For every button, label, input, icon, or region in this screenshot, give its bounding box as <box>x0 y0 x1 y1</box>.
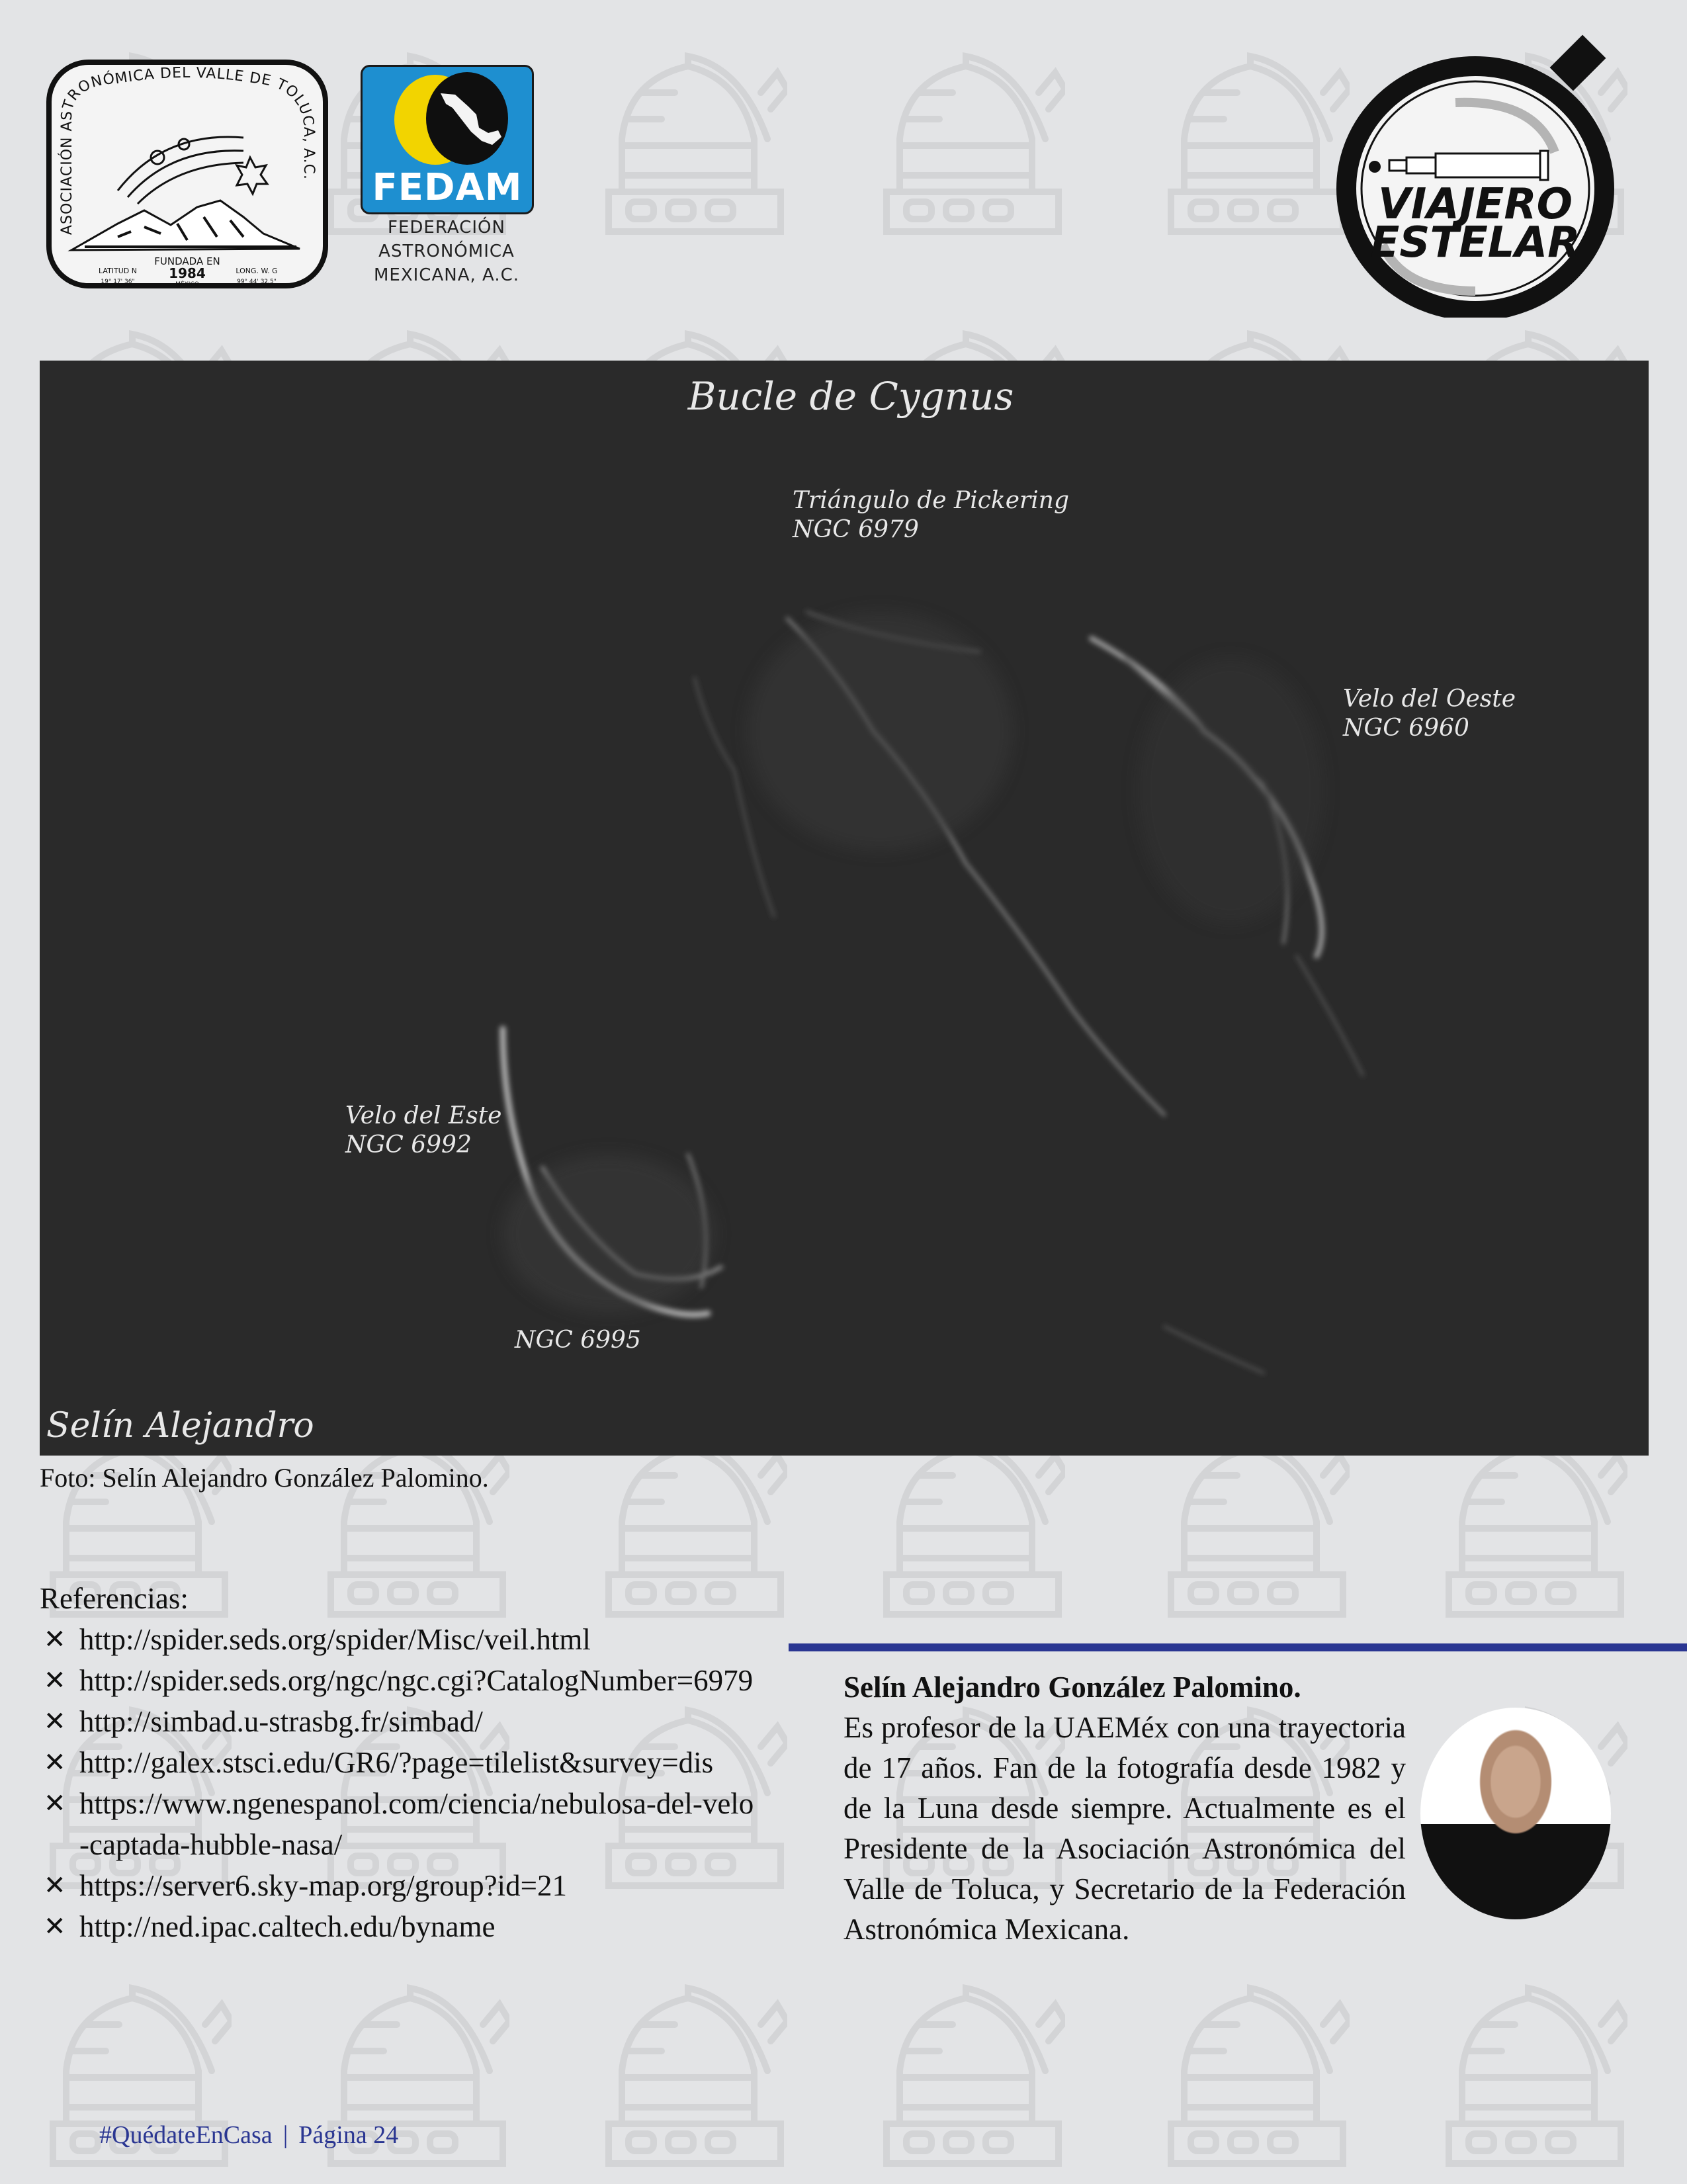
reference-link[interactable]: http://galex.stsci.edu/GR6/?page=tilelist&survey=dis <box>79 1746 714 1779</box>
author-name: Selín Alejandro González Palomino. <box>844 1671 1301 1704</box>
label-name: Triángulo de Pickering <box>793 487 1070 514</box>
observatory-watermark-icon <box>880 40 1065 238</box>
label-ngc: NGC 6960 <box>1343 715 1469 742</box>
reference-link[interactable]: http://spider.seds.org/ngc/ngc.cgi?CatalogNumber=6979 <box>79 1664 754 1697</box>
label-name: Velo del Este <box>345 1102 502 1129</box>
observatory-watermark-icon <box>880 1972 1065 2170</box>
x-mark-bullet-icon: ✕ <box>44 1747 66 1778</box>
reference-item <box>40 1742 761 1783</box>
avt-ring-text: ASOCIACIÓN ASTRONÓMICA DEL VALLE DE TOLUCA, A.C. <box>58 64 317 236</box>
label-name: Velo del Oeste <box>1343 685 1516 713</box>
fedam-subtitle <box>347 216 546 287</box>
fedam-wordmark: FEDAM <box>372 166 523 209</box>
fedam-subtitle-line: FEDERACIÓN <box>388 218 505 238</box>
fedam-subtitle-line: MEXICANA, A.C. <box>373 265 520 285</box>
fedam-logo-badge <box>361 65 534 214</box>
reference-item <box>40 1906 761 1947</box>
viajero-line2: ESTELAR <box>1370 218 1580 267</box>
observatory-watermark-icon <box>1164 40 1350 238</box>
avt-lat-value: 19° 17' 36" <box>101 279 135 285</box>
references-list <box>40 1619 761 1947</box>
avt-association-logo <box>45 58 329 290</box>
x-mark-bullet-icon: ✕ <box>44 1706 66 1737</box>
label-ngc: NGC 6979 <box>793 516 919 543</box>
photo-title: Bucle de Cygnus <box>687 374 1014 419</box>
photo-signature: Selín Alejandro <box>46 1406 314 1446</box>
label-ngc-6995: NGC 6995 <box>515 1327 641 1354</box>
author-bio-text: Es profesor de la UAEMéx con una trayectoria de 17 años. Fan de la fotografía desde 1982 y de la Luna desde siempre. Actualmente es el Presidente de la Asociación Astronómica del Valle de Toluca, y Secretario de la Federación Astronómica Mexicana. <box>844 1711 1406 1946</box>
x-mark-bullet-icon: ✕ <box>44 1665 66 1696</box>
footer-hashtag: #QuédateEnCasa <box>99 2121 273 2149</box>
viajero-estelar-logo <box>1323 26 1634 318</box>
author-bio <box>844 1667 1611 1950</box>
fedam-subtitle-line: ASTRONÓMICA <box>378 241 515 261</box>
avt-long-label: LONG. W. G <box>236 267 278 275</box>
x-mark-bullet-icon: ✕ <box>44 1911 66 1942</box>
page-footer <box>99 2120 398 2150</box>
label-ngc: NGC 6992 <box>345 1131 472 1158</box>
author-divider <box>789 1643 1687 1651</box>
label-western-veil <box>1343 685 1516 743</box>
reference-item <box>40 1783 761 1865</box>
reference-link[interactable]: http://simbad.u-strasbg.fr/simbad/ <box>79 1705 483 1738</box>
photo-caption: Foto: Selín Alejandro González Palomino. <box>40 1463 489 1493</box>
reference-link[interactable]: https://www.ngenespanol.com/ciencia/nebulosa-del-velo-captada-hubble-nasa/ <box>79 1787 754 1861</box>
reference-link[interactable]: http://ned.ipac.caltech.edu/byname <box>79 1910 496 1943</box>
avt-founded-label: FUNDADA EN <box>154 255 220 267</box>
reference-link[interactable]: http://spider.seds.org/spider/Misc/veil.html <box>79 1623 591 1656</box>
references-section <box>40 1578 761 1947</box>
x-mark-bullet-icon: ✕ <box>44 1788 66 1819</box>
observatory-watermark-icon <box>1442 1972 1627 2170</box>
cygnus-loop-photo <box>40 361 1649 1456</box>
observatory-watermark-icon <box>1164 1972 1350 2170</box>
reference-item <box>40 1619 761 1660</box>
page-number: Página 24 <box>298 2121 399 2149</box>
avt-lat-label: LATITUD N <box>99 267 137 275</box>
label-pickering-triangle <box>793 486 1069 545</box>
viajero-line1: VIAJERO <box>1377 180 1573 229</box>
reference-item <box>40 1865 761 1906</box>
reference-item <box>40 1660 761 1701</box>
x-mark-bullet-icon: ✕ <box>44 1624 66 1655</box>
references-heading: Referencias: <box>40 1582 189 1615</box>
x-mark-bullet-icon: ✕ <box>44 1870 66 1901</box>
reference-link[interactable]: https://server6.sky-map.org/group?id=21 <box>79 1869 567 1902</box>
avt-long-value: 99° 44' 32.5" <box>237 279 277 285</box>
observatory-watermark-icon <box>602 40 787 238</box>
observatory-watermark-icon <box>602 1972 787 2170</box>
reference-item <box>40 1701 761 1742</box>
avt-country: MÉXICO <box>175 281 199 288</box>
avt-founded-year: 1984 <box>169 265 206 281</box>
fedam-logo <box>361 65 536 286</box>
label-eastern-veil <box>345 1102 501 1160</box>
footer-separator: | <box>282 2121 288 2149</box>
author-avatar <box>1420 1708 1611 1919</box>
